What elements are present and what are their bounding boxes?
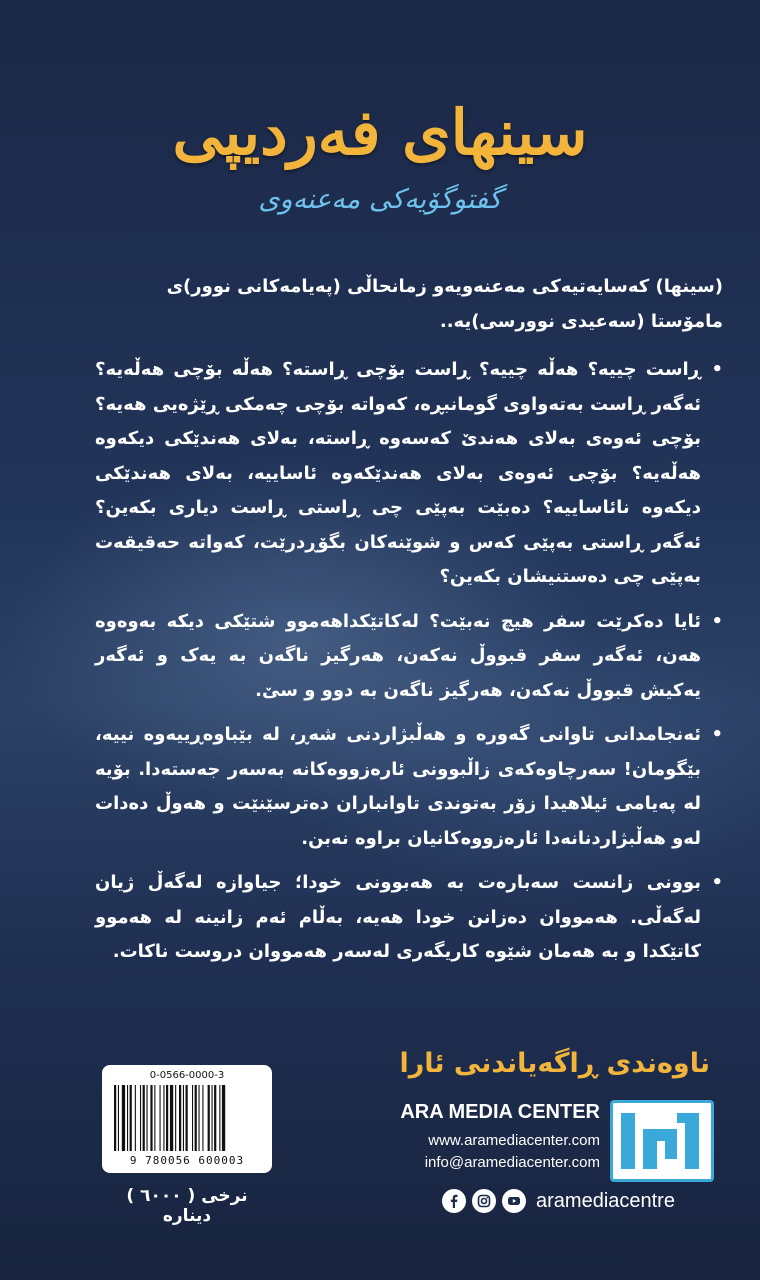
- social-handle: aramediacentre: [536, 1189, 675, 1212]
- bullet-dot-icon: •: [711, 610, 723, 632]
- price-label: نرخی ( ٦٠٠٠ ) دینارە: [126, 1186, 248, 1226]
- publisher-email: info@aramediacenter.com: [424, 1154, 600, 1171]
- youtube-icon: [502, 1189, 526, 1213]
- book-title: سینهای فەردیپی: [172, 96, 588, 169]
- blurb: [95, 270, 723, 980]
- bullet-paragraph: [95, 605, 723, 709]
- facebook-icon: [442, 1189, 466, 1213]
- bullet-text: ڕاست چییە؟ هەڵە چییە؟ ڕاست بۆچی ڕاستە؟ هەڵە بۆچی هەڵەیە؟ ئەگەر ڕاست بەتەواوی گومانبڕە، کەواتە بۆچی چەمکی ڕێژەیی هەیە؟ بۆچی ئەوەی بەلای هەندێ کەسەوە ڕاستە، بەلای هەندێکی دیکەوە هەڵەیە؟ بۆچی ئەوەی بەلای هەندێکەوە ئاساییە، بەلای هەندێکی دیکەوە نائاساییە؟ دەبێت بەپێی چی ڕاستی ڕاست دیاری بکەین؟ ئەگەر ڕاستی بەپێی کەس و شوێنەکان بگۆڕدرێت، کەواتە حەقیقەت بەپێی چی دەستنیشان بکەین؟: [95, 359, 701, 587]
- bullet-paragraph: [95, 718, 723, 856]
- intro-paragraph: (سینها) کەسایەتیەکی مەعنەویەو زمانحاڵی (پەیامەکانی نوور)ی مامۆستا (سەعیدی نوورسی)یە..: [166, 276, 723, 332]
- book-subtitle: گفتوگۆیەکی مەعنەوی: [258, 184, 502, 215]
- bullet-text: ئەنجامدانی تاوانی گەورە و هەڵبژاردنی شەڕ، لە بێباوەڕییەوە نییە، بێگومان! سەرچاوەکەی زاڵبوونی ئارەزووەکانە بەسەر جەستەدا. بۆیە لە پەیامی ئیلاهیدا زۆر بەتوندی تاوانباران دەترسێنێت و هەوڵ دەدات لەو هەڵبژاردنانەدا ئارەزووەکانیان براوە نەبن.: [95, 724, 701, 849]
- barcode: [102, 1065, 272, 1173]
- bullet-dot-icon: •: [711, 359, 723, 380]
- bullet-text: بوونی زانست سەبارەت بە هەبوونی خودا؛ جیاوازە لەگەڵ ژیان لەگەڵی. هەمووان دەزانن خودا هەیە، بەڵام ئەم زانینە لە هەموو کاتێکدا و بە هەمان شێوە کاریگەری لەسەر هەمووان دروست ناکات.: [95, 872, 701, 962]
- instagram-icon: [472, 1189, 496, 1213]
- bullet-paragraph: [95, 353, 723, 595]
- barcode-number: 9 780056 600003: [129, 1154, 245, 1167]
- publisher-name-kurdish: ناوەندی ڕاگەیاندنی ئارا: [399, 1048, 710, 1079]
- ara-logo-icon: [610, 1100, 714, 1182]
- bullet-text: ئایا دەکرێت سفر هیچ نەبێت؟ لەکاتێکداهەموو شتێکی دیکە بەوەوە هەن، ئەگەر سفر قبووڵ نەکەن، هەرگیز ناگەن بە یەک و ئەگەر یەکیش قبووڵ نەکەن، هەرگیز ناگەن بە دوو و سێ.: [95, 610, 701, 701]
- social-links: [442, 1186, 675, 1216]
- barcode-bars-icon: [114, 1085, 260, 1151]
- publisher-website: www.aramediacenter.com: [428, 1132, 600, 1149]
- bullet-dot-icon: •: [711, 872, 723, 893]
- bullet-paragraph: [95, 866, 723, 970]
- bullet-dot-icon: •: [711, 724, 723, 745]
- publisher-name-english: ARA MEDIA CENTER: [400, 1101, 600, 1123]
- barcode-top-code: 0-0566-0000-3: [149, 1070, 225, 1081]
